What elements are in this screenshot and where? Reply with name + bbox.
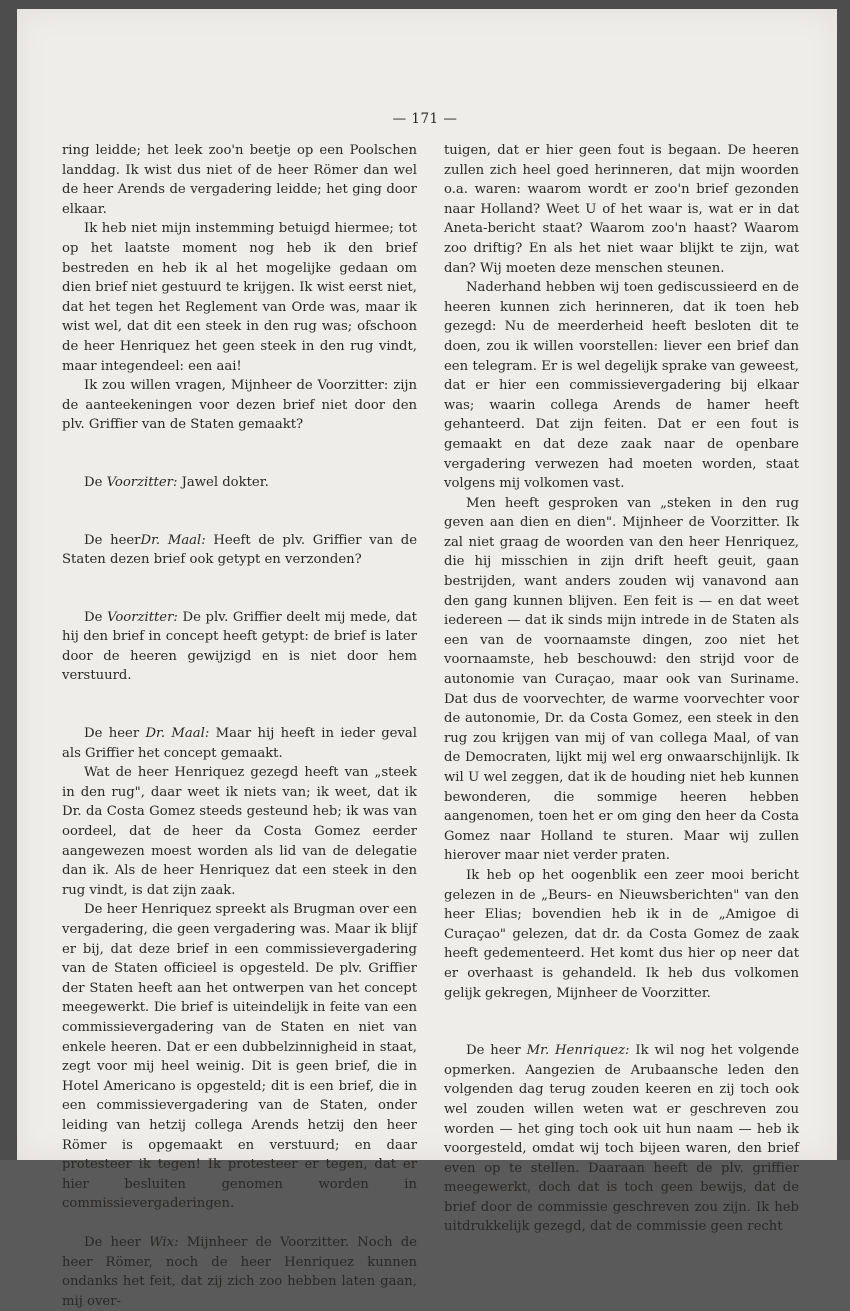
speaker-prefix: De heer bbox=[84, 726, 146, 742]
speech-text: Heeft de plv. Griffier van de Staten dezen brief ook getypt en verzonden? bbox=[62, 532, 418, 568]
paragraph: Ik zou willen vragen, Mijnheer de Voorzitter: zijn de aanteekeningen voor dezen brief niet door den plv. Griffier van de Staten gemaakt? bbox=[62, 378, 417, 433]
speech-text: Maar hij heeft in ieder geval als Griffier het concept gemaakt. bbox=[62, 726, 418, 761]
paragraph: De heer Henriquez spreekt als Brugman over een vergadering, die geen vergadering was. Maar ik blijf er bij, dat deze brief in een commissievergadering van de Staten officieel is opgesteld. De plv. Griffier der Staten heeft aan het ontwerpen van het concept meegewerkt. Die brief is uiteindelijk in feite van een commissievergadering van de Staten en niet van enkele heeren. Dat er een dubbelzinnigheid in staat, zegt voor mij heel weinig. Dit is geen brief, die in Hotel Americano is opgesteld; dit is een brief, die in een commissievergadering van de Staten, onder leiding van hetzij collega Arends hetzij den heer Römer is opgemaakt en verstuurd; en daar protesteer ik tegen! Ik protesteer er tegen, dat er hier besluiten genomen worden in commissievergaderingen. bbox=[62, 902, 417, 1212]
speaker-paragraph bbox=[62, 473, 417, 493]
speaker-name: Dr. Maal: bbox=[140, 532, 206, 548]
speaker-paragraph bbox=[62, 724, 417, 763]
speech-text: Ik wil nog het volgende opmerken. Aangezien de Arubaansche leden den volgenden dag terug zouden keeren en zij toch ook wel zouden willen weten wat er geschreven zou worden — het ging toch ook uit hun naam — heb ik voorgesteld, omdat wij toch bijeen waren, den brief even op te stellen. Daaraan heeft de plv. griffier meegewerkt, doch dat is toch geen bewijs, dat de brief door de commissie geschreven zou zijn. Ik heb uitdrukkelijk gezegd, dat de commissie geen recht bbox=[444, 1043, 799, 1235]
speech-text: Jawel dokter. bbox=[177, 474, 269, 490]
speech-text: De plv. Griffier deelt mij mede, dat hij den brief in concept heeft getypt: de brief is later door de heeren gewijzigd en is niet door hem verstuurd. bbox=[62, 609, 417, 684]
speaker-name: Wix: bbox=[149, 1234, 179, 1250]
paragraph: Ik heb niet mijn instemming betuigd hiermee; tot op het laatste moment nog heb ik den brief bestreden en heb ik al het mogelijke gedaan om dien brief niet gestuurd te krijgen. Ik wist eerst niet, dat het tegen het Reglement van Orde was, maar ik wist wel, dat dit een steek in den rug was; ofschoon de heer Henriquez het geen steek in den rug vindt, maar integendeel: een aai! bbox=[62, 221, 417, 374]
paragraph: ring leidde; het leek zoo'n beetje op een Poolschen landdag. Ik wist dus niet of de heer Römer dan wel de heer Arends de vergadering leidde; het ging door elkaar. bbox=[62, 143, 417, 217]
paragraph: Ik heb op het oogenblik een zeer mooi bericht gelezen in de „Beurs- en Nieuwsberichten" van den heer Elias; bovendien heb ik in de „Amigoe di Curaçao" gelezen, dat dr. da Costa Gomez de zaak heeft gedementeerd. Het komt dus hier op neer dat er overhaast is gehandeld. Ik heb dus volkomen gelijk gekregen, Mijnheer de Voorzitter. bbox=[444, 867, 799, 1001]
speaker-name: Voorzitter: bbox=[106, 474, 178, 490]
speaker-prefix: De heer bbox=[84, 532, 141, 548]
paragraph: Naderhand hebben wij toen gediscussieerd en de heeren kunnen zich herinneren, dat ik toen heb gezegd: Nu de meerderheid heeft besloten dit te doen, zou ik willen voorstellen: liever een brief dan een telegram. Er is wel degelijk sprake van geweest, dat er hier een commissievergadering bij elkaar was; waarin collega Arends de hamer heeft gehanteerd. Dat zijn feiten. Dat er een fout is gemaakt en dat deze zaak naar de openbare vergadering verwezen had moeten worden, staat volgens mij volkomen vast. bbox=[444, 280, 799, 492]
document-page bbox=[17, 9, 837, 1309]
paragraph: Men heeft gesproken van „steken in den rug geven aan dien en dien". Mijnheer de Voorzitter. Ik zal niet graag de woorden van den heer Henriquez, die hij misschien in zijn drift heeft geuit, gaan bestrijden, want anders zouden wij vanavond aan den gang kunnen blijven. Een feit is — en dat weet iedereen — dat ik sinds mijn intrede in de Staten als een van de voornaamste dingen, zoo niet het voornaamste, heb beschouwd: den strijd voor de autonomie van Curaçao, maar ook van Suriname. Dat dus de voorvechter, de warme voorvechter voor de autonomie, Dr. da Costa Gomez, een steek in den rug zou krijgen van mij of van collega Maal, of van de Democraten, lijkt mij wel erg onwaarschijnlijk. Ik wil U wel zeggen, dat ik de houding niet heb kunnen bewonderen, die sommige heeren hebben aangenomen, toen het er om ging den heer da Costa Gomez naar Holland te sturen. Maar wij zullen hierover maar niet verder praten. bbox=[444, 495, 799, 864]
speaker-paragraph bbox=[62, 531, 417, 570]
speaker-paragraph bbox=[62, 1233, 417, 1311]
left-column bbox=[62, 141, 417, 1311]
paragraph: Wat de heer Henriquez gezegd heeft van „steek in den rug", daar weet ik niets van; ik weet, dat ik Dr. da Costa Gomez steeds gesteund heb; ik was van oordeel, dat de heer da Costa Gomez eerder aangewezen moest worden als lid van de delegatie dan ik. Als de heer Henriquez dat een steek in den rug vindt, is dat zijn zaak. bbox=[62, 765, 417, 898]
page-number: — 171 — bbox=[392, 111, 458, 127]
speaker-name: Voorzitter: bbox=[107, 609, 178, 625]
speaker-prefix: De bbox=[84, 609, 108, 625]
speaker-paragraph bbox=[444, 1041, 799, 1237]
speaker-prefix: De bbox=[84, 474, 107, 490]
right-column bbox=[444, 141, 799, 1237]
speech-text: Mijnheer de Voorzitter. Noch de heer Römer, noch de heer Henriquez kunnen ondanks het feit, dat zij zich zoo hebben laten gaan, mij over- bbox=[62, 1234, 417, 1309]
speaker-name: Dr. Maal: bbox=[145, 726, 210, 742]
speaker-paragraph bbox=[62, 608, 417, 686]
speaker-name: Mr. Henriquez: bbox=[526, 1043, 630, 1059]
speaker-prefix: De heer bbox=[466, 1043, 527, 1059]
paragraph: tuigen, dat er hier geen fout is begaan. De heeren zullen zich heel goed herinneren, dat mijn woorden o.a. waren: waarom wordt er zoo'n brief gezonden naar Holland? Weet U of het waar is, wat er in dat Aneta-bericht staat? Waarom zoo'n haast? Waarom zoo driftig? En als het niet waar blijkt te zijn, wat dan? Wij moeten deze menschen steunen. bbox=[444, 143, 799, 276]
speaker-prefix: De heer bbox=[84, 1234, 150, 1250]
